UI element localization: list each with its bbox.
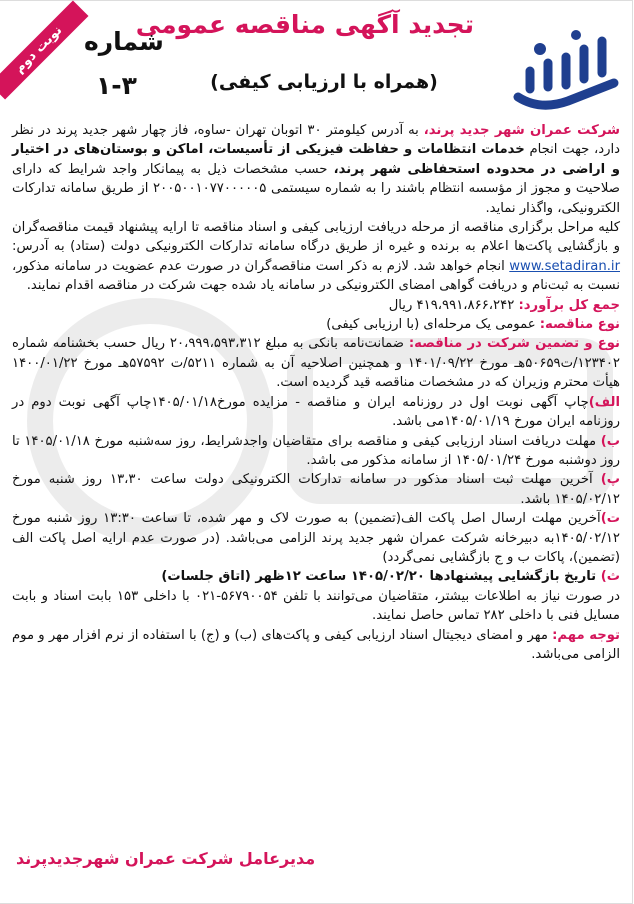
item-text: تاریخ بازگشایی پیشنهادها ۱۴۰۵/۰۲/۲۰ ساعت ۱۲ظهر (اتاق جلسات): [162, 569, 602, 585]
item-label: پ): [601, 472, 621, 488]
notice-header: [1, 1, 634, 119]
tender-type-label: نوع مناقصه:: [540, 317, 621, 333]
setad-link[interactable]: www.setadiran.ir: [510, 258, 621, 274]
item-alef: [13, 393, 621, 432]
item-text: مهلت دریافت اسناد ارزیابی کیفی و مناقصه برای متقاضیان واجدشرایط، روز سه‌شنبه مورخ ۱۴۰۵/۰۱/۱۸ تا روز دوشنبه مورخ ۱۴۰۵/۰۱/۲۴ از سامانه مذکور می باشد.: [13, 433, 621, 468]
notice-number-value: ۱-۳: [97, 71, 138, 100]
procedure-text-1: کلیه مراحل برگزاری مناقصه از مرحله دریافت ارزیابی کیفی و اسناد مناقصه تا ارایه پیشنهاد قیمت مناقصه‌گران و بازگشایی پاکت‌ها اعلام به برنده و غیره از طریق درگاه سامانه تدارکات الکترونیکی دولت (ستاد) به آدرس:: [13, 220, 621, 255]
tender-type-value: عمومی یک مرحله‌ای (با ارزیابی کیفی): [327, 317, 541, 333]
guarantee-value: ضمانت‌نامه بانکی به مبلغ ۲۰،۹۹۹،۵۹۳،۳۱۲ ریال حسب بخشنامه شماره ۱۲۳۴۰۲/ت۵۰۶۵۹هـ مورخ ۱۴۰۱/۰۹/۲۲ و همچنین اصلاحیه آن به شماره ۵۲۱۱/ت ۵۷۵۹۲هـ مورخ ۱۴۰۰/۰۱/۲۲ هیأت محترم وزیران که در مشخصات مناقصه قید گردیده است.: [13, 336, 621, 391]
notice-number-label: شماره: [85, 27, 165, 56]
signature: مدیرعامل شرکت عمران شهرجدیدپرند: [17, 849, 317, 868]
estimate-line: [13, 296, 621, 315]
item-text: آخرین مهلت ثبت اسناد مذکور در سامانه تدارکات الکترونیکی دولت ساعت ۱۳،۳۰ روز شنبه مورخ ۱۴۰۵/۰۲/۱۲ باشد.: [13, 472, 621, 507]
parand-logo-icon: [511, 27, 621, 119]
item-label: ث): [601, 569, 621, 585]
page-subtitle: (همراه با ارزیابی کیفی): [211, 71, 439, 93]
item-label: ت): [601, 511, 621, 527]
round-ribbon: نوبت دوم: [0, 1, 89, 100]
tender-type-line: [13, 315, 621, 334]
item-label: الف): [589, 394, 621, 410]
item-text: چاپ آگهی نوبت اول در روزنامه ایران و مناقصه - مزایده مورخ۱۴۰۵/۰۱/۱۸چاپ آگهی نوبت دوم در روزنامه ایران مورخ ۱۴۰۵/۰۱/۱۹می باشد.: [13, 394, 621, 430]
item-se: [13, 567, 621, 586]
intro-text-1: به آدرس کیلومتر ۳۰ اتوبان تهران -ساوه، فاز چهار شهر جدید پرند در نظر دارد، جهت انجام: [13, 123, 621, 158]
item-be: [13, 432, 621, 471]
estimate-value: ۴۱۹،۹۹۱،۸۶۶،۲۴۲ ریال: [389, 297, 520, 313]
company-name: شرکت عمران شهر جدید پرند،: [424, 123, 621, 138]
guarantee-paragraph: [13, 334, 621, 392]
item-text: آخرین مهلت ارسال اصل پاکت الف(تضمین) به صورت لاک و مهر شده، تا ساعت ۱۳:۳۰ روز شنبه مورخ ۱۴۰۵/۰۲/۱۲به دبیرخانه شرکت عمران شهر جدید پرند الزامی می‌باشد. (در صورت عدم ارایه اصل پاکت الف (تضمین)، پاکات ب و ج بازگشایی نمی‌گردد): [13, 511, 621, 565]
contact-paragraph: در صورت نیاز به اطلاعات بیشتر، متقاضیان می‌توانند با تلفن ۵۶۷۹۰۰۵۴-۰۲۱ با داخلی ۱۵۳ بابت اسناد و بابت مسایل فنی با داخلی ۲۸۲ تماس حاصل نمایند.: [13, 588, 622, 624]
notice-body: [13, 121, 621, 664]
procedure-text-2: انجام خواهد شد. لازم به ذکر است مناقصه‌گران در صورت عدم عضویت در سامانه مذکور، نسبت به ثبت‌نام و دریافت گواهی امضای الکترونیکی در سامانه یاد شده جهت شرکت در مناقصه اقدام نمایند.: [13, 258, 621, 294]
estimate-label: جمع کل برآورد:: [519, 297, 621, 313]
intro-text-2: حسب مشخصات ذیل به پیمانکار واجد شرایط که دارای صلاحیت و مجوز از مؤسسه انتظام باشند را به شماره سیستمی ۲۰۰۵۰۰۱۰۷۷۰۰۰۰۰۵ از طریق سامانه تدارکات الکترونیکی، واگذار نماید.: [13, 161, 621, 216]
note-label: توجه مهم:: [553, 627, 621, 643]
item-te: [13, 509, 621, 567]
item-pe: [13, 470, 621, 509]
procedure-paragraph: [13, 218, 621, 296]
page-title: تجدید آگهی مناقصه عمومی: [136, 10, 475, 39]
note-text: مهر و امضای دیجیتال اسناد ارزیابی کیفی و پاکت‌های (ب) و (ج) با استفاده از نرم افزار مهر و موم الزامی می‌باشد.: [13, 627, 621, 662]
note-paragraph: [13, 626, 621, 665]
intro-paragraph: [13, 121, 621, 218]
item-label: ب): [601, 433, 621, 449]
guarantee-label: نوع و تضمین شرکت در مناقصه:: [409, 336, 622, 352]
service-description: خدمات انتظامات و حفاظت فیزیکی از تأسیسات، اماکن و بوستان‌های در اختیار و اراضی در محدوده استحفاظی شهر پرند،: [13, 142, 621, 177]
